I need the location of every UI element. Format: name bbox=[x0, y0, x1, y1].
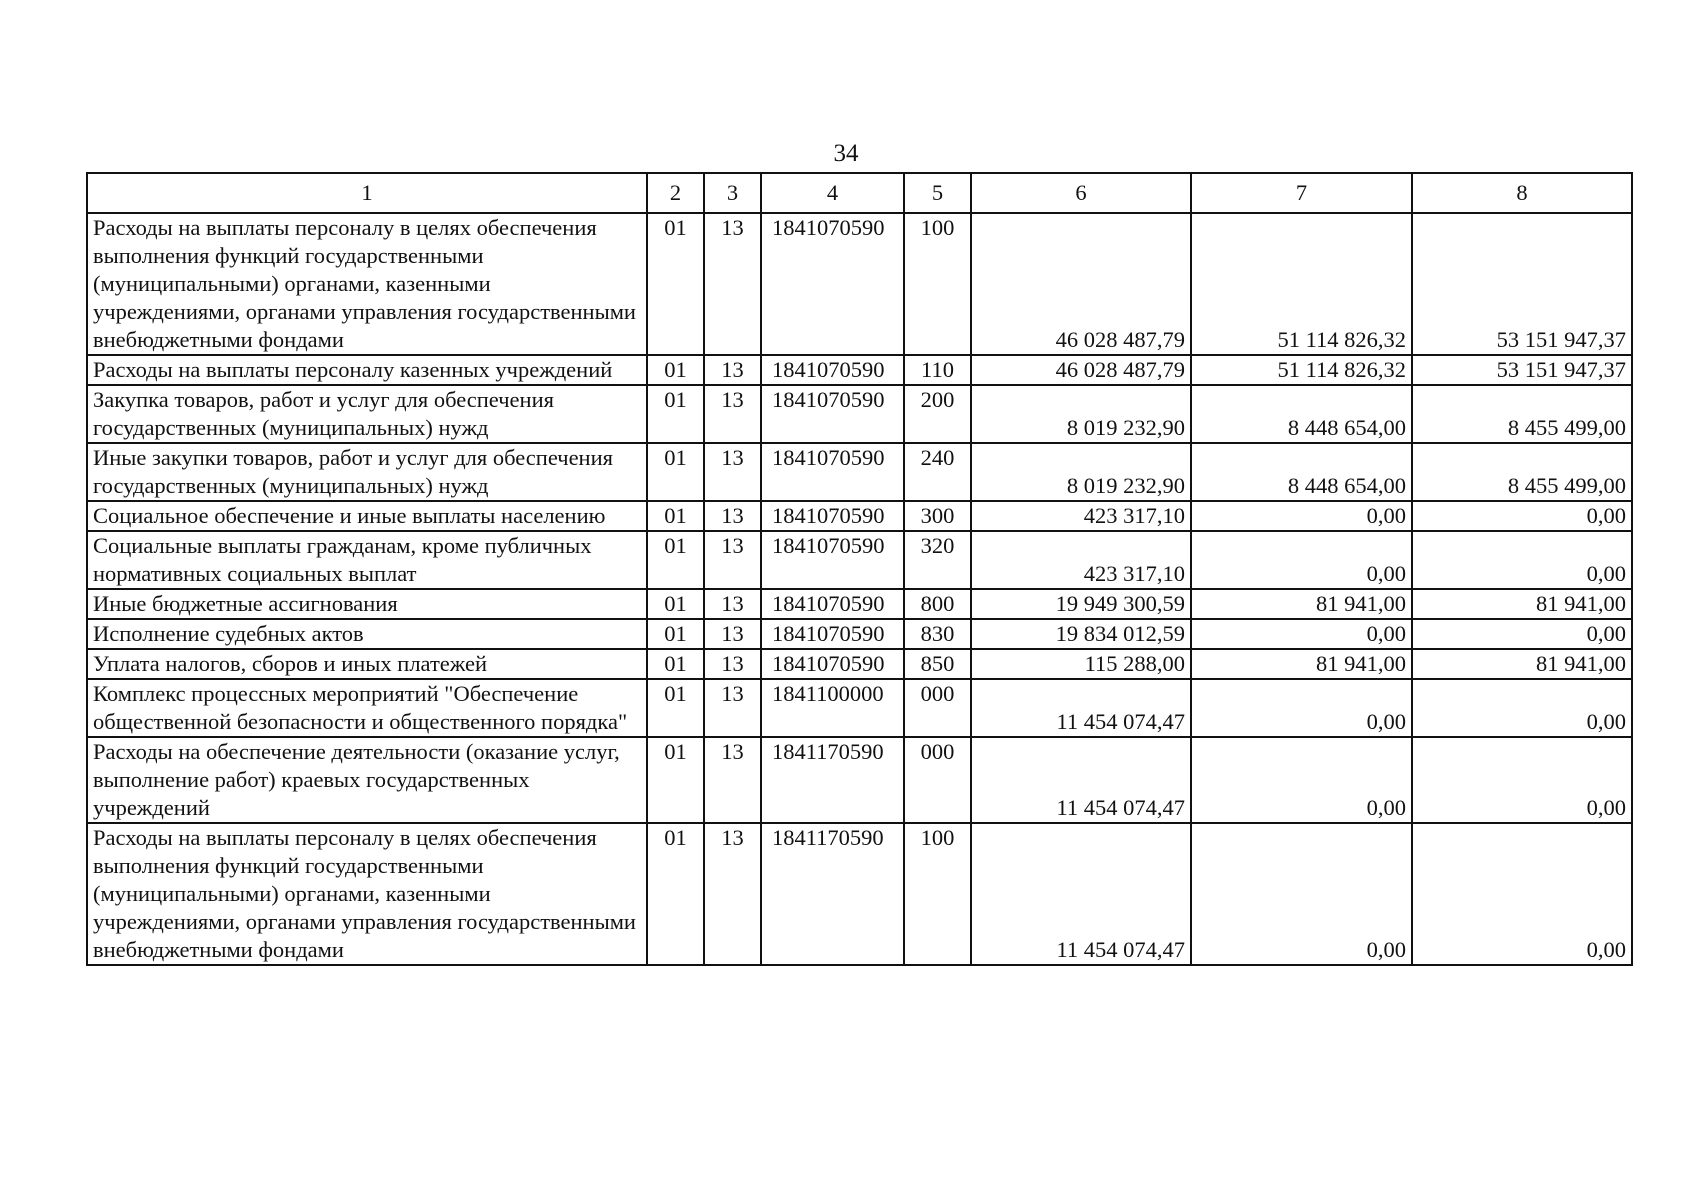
subsection-code-cell: 13 bbox=[704, 823, 761, 965]
table-row bbox=[87, 213, 1632, 355]
subsection-code-cell: 13 bbox=[704, 501, 761, 531]
amount-col6-cell: 115 288,00 bbox=[971, 649, 1191, 679]
table-body bbox=[87, 173, 1632, 965]
section-code-cell: 01 bbox=[647, 213, 704, 355]
expense-name-cell: Расходы на выплаты персоналу в целях обеспечения выполнения функций государственными (муниципальными) органами, казенными учреждениями, органами управления государственными внебюджетными фондами bbox=[87, 213, 647, 355]
header-cell: 1 bbox=[87, 173, 647, 213]
table-row bbox=[87, 531, 1632, 589]
header-cell: 3 bbox=[704, 173, 761, 213]
expense-type-cell: 000 bbox=[904, 679, 971, 737]
section-code-cell: 01 bbox=[647, 619, 704, 649]
amount-col7-cell: 0,00 bbox=[1191, 619, 1412, 649]
amount-col6-cell: 19 834 012,59 bbox=[971, 619, 1191, 649]
section-code-cell: 01 bbox=[647, 823, 704, 965]
table-row bbox=[87, 385, 1632, 443]
subsection-code-cell: 13 bbox=[704, 443, 761, 501]
header-cell: 6 bbox=[971, 173, 1191, 213]
target-article-cell: 1841070590 bbox=[761, 531, 904, 589]
table-row bbox=[87, 355, 1632, 385]
header-cell: 5 bbox=[904, 173, 971, 213]
subsection-code-cell: 13 bbox=[704, 649, 761, 679]
amount-col6-cell: 8 019 232,90 bbox=[971, 443, 1191, 501]
target-article-cell: 1841070590 bbox=[761, 355, 904, 385]
section-code-cell: 01 bbox=[647, 737, 704, 823]
expense-name-cell: Иные бюджетные ассигнования bbox=[87, 589, 647, 619]
subsection-code-cell: 13 bbox=[704, 619, 761, 649]
subsection-code-cell: 13 bbox=[704, 589, 761, 619]
expense-name-cell: Уплата налогов, сборов и иных платежей bbox=[87, 649, 647, 679]
amount-col6-cell: 8 019 232,90 bbox=[971, 385, 1191, 443]
expense-type-cell: 110 bbox=[904, 355, 971, 385]
table-row bbox=[87, 649, 1632, 679]
target-article-cell: 1841100000 bbox=[761, 679, 904, 737]
target-article-cell: 1841070590 bbox=[761, 385, 904, 443]
page-number: 34 bbox=[833, 140, 859, 167]
amount-col8-cell: 8 455 499,00 bbox=[1412, 385, 1632, 443]
amount-col7-cell: 81 941,00 bbox=[1191, 589, 1412, 619]
section-code-cell: 01 bbox=[647, 649, 704, 679]
section-code-cell: 01 bbox=[647, 589, 704, 619]
table-row bbox=[87, 679, 1632, 737]
amount-col7-cell: 0,00 bbox=[1191, 823, 1412, 965]
expense-name-cell: Закупка товаров, работ и услуг для обеспечения государственных (муниципальных) нужд bbox=[87, 385, 647, 443]
expense-name-cell: Социальное обеспечение и иные выплаты населению bbox=[87, 501, 647, 531]
expense-name-cell: Расходы на обеспечение деятельности (оказание услуг, выполнение работ) краевых государственных учреждений bbox=[87, 737, 647, 823]
amount-col8-cell: 0,00 bbox=[1412, 531, 1632, 589]
amount-col8-cell: 53 151 947,37 bbox=[1412, 213, 1632, 355]
amount-col6-cell: 423 317,10 bbox=[971, 531, 1191, 589]
amount-col7-cell: 81 941,00 bbox=[1191, 649, 1412, 679]
amount-col7-cell: 51 114 826,32 bbox=[1191, 213, 1412, 355]
amount-col7-cell: 0,00 bbox=[1191, 501, 1412, 531]
amount-col8-cell: 81 941,00 bbox=[1412, 589, 1632, 619]
expense-name-cell: Социальные выплаты гражданам, кроме публичных нормативных социальных выплат bbox=[87, 531, 647, 589]
expense-type-cell: 300 bbox=[904, 501, 971, 531]
expense-type-cell: 100 bbox=[904, 823, 971, 965]
subsection-code-cell: 13 bbox=[704, 213, 761, 355]
target-article-cell: 1841070590 bbox=[761, 501, 904, 531]
section-code-cell: 01 bbox=[647, 355, 704, 385]
expense-type-cell: 850 bbox=[904, 649, 971, 679]
expense-name-cell: Иные закупки товаров, работ и услуг для обеспечения государственных (муниципальных) нужд bbox=[87, 443, 647, 501]
target-article-cell: 1841070590 bbox=[761, 213, 904, 355]
amount-col7-cell: 8 448 654,00 bbox=[1191, 385, 1412, 443]
amount-col6-cell: 423 317,10 bbox=[971, 501, 1191, 531]
table-row bbox=[87, 823, 1632, 965]
table-row bbox=[87, 589, 1632, 619]
table-row bbox=[87, 443, 1632, 501]
amount-col8-cell: 0,00 bbox=[1412, 619, 1632, 649]
header-cell: 4 bbox=[761, 173, 904, 213]
target-article-cell: 1841070590 bbox=[761, 649, 904, 679]
subsection-code-cell: 13 bbox=[704, 385, 761, 443]
section-code-cell: 01 bbox=[647, 501, 704, 531]
amount-col8-cell: 0,00 bbox=[1412, 679, 1632, 737]
subsection-code-cell: 13 bbox=[704, 679, 761, 737]
expense-type-cell: 800 bbox=[904, 589, 971, 619]
amount-col6-cell: 11 454 074,47 bbox=[971, 737, 1191, 823]
amount-col6-cell: 11 454 074,47 bbox=[971, 679, 1191, 737]
subsection-code-cell: 13 bbox=[704, 737, 761, 823]
target-article-cell: 1841070590 bbox=[761, 619, 904, 649]
expense-type-cell: 100 bbox=[904, 213, 971, 355]
amount-col8-cell: 0,00 bbox=[1412, 737, 1632, 823]
header-cell: 7 bbox=[1191, 173, 1412, 213]
expense-name-cell: Исполнение судебных актов bbox=[87, 619, 647, 649]
amount-col8-cell: 8 455 499,00 bbox=[1412, 443, 1632, 501]
expense-type-cell: 830 bbox=[904, 619, 971, 649]
target-article-cell: 1841070590 bbox=[761, 443, 904, 501]
amount-col6-cell: 46 028 487,79 bbox=[971, 355, 1191, 385]
amount-col7-cell: 0,00 bbox=[1191, 737, 1412, 823]
expense-type-cell: 240 bbox=[904, 443, 971, 501]
expense-name-cell: Расходы на выплаты персоналу казенных учреждений bbox=[87, 355, 647, 385]
subsection-code-cell: 13 bbox=[704, 531, 761, 589]
amount-col8-cell: 53 151 947,37 bbox=[1412, 355, 1632, 385]
section-code-cell: 01 bbox=[647, 385, 704, 443]
target-article-cell: 1841170590 bbox=[761, 823, 904, 965]
expense-type-cell: 320 bbox=[904, 531, 971, 589]
amount-col8-cell: 81 941,00 bbox=[1412, 649, 1632, 679]
expense-name-cell: Расходы на выплаты персоналу в целях обеспечения выполнения функций государственными (муниципальными) органами, казенными учреждениями, органами управления государственными внебюджетными фондами bbox=[87, 823, 647, 965]
header-row bbox=[87, 173, 1632, 213]
header-cell: 2 bbox=[647, 173, 704, 213]
table-row bbox=[87, 737, 1632, 823]
section-code-cell: 01 bbox=[647, 443, 704, 501]
amount-col8-cell: 0,00 bbox=[1412, 823, 1632, 965]
amount-col6-cell: 11 454 074,47 bbox=[971, 823, 1191, 965]
target-article-cell: 1841170590 bbox=[761, 737, 904, 823]
amount-col7-cell: 51 114 826,32 bbox=[1191, 355, 1412, 385]
expense-type-cell: 200 bbox=[904, 385, 971, 443]
budget-table bbox=[86, 172, 1633, 966]
amount-col7-cell: 0,00 bbox=[1191, 531, 1412, 589]
section-code-cell: 01 bbox=[647, 531, 704, 589]
header-cell: 8 bbox=[1412, 173, 1632, 213]
amount-col6-cell: 46 028 487,79 bbox=[971, 213, 1191, 355]
target-article-cell: 1841070590 bbox=[761, 589, 904, 619]
amount-col7-cell: 0,00 bbox=[1191, 679, 1412, 737]
table-row bbox=[87, 619, 1632, 649]
section-code-cell: 01 bbox=[647, 679, 704, 737]
expense-type-cell: 000 bbox=[904, 737, 971, 823]
subsection-code-cell: 13 bbox=[704, 355, 761, 385]
amount-col7-cell: 8 448 654,00 bbox=[1191, 443, 1412, 501]
amount-col8-cell: 0,00 bbox=[1412, 501, 1632, 531]
expense-name-cell: Комплекс процессных мероприятий "Обеспечение общественной безопасности и общественного порядка" bbox=[87, 679, 647, 737]
table-row bbox=[87, 501, 1632, 531]
amount-col6-cell: 19 949 300,59 bbox=[971, 589, 1191, 619]
